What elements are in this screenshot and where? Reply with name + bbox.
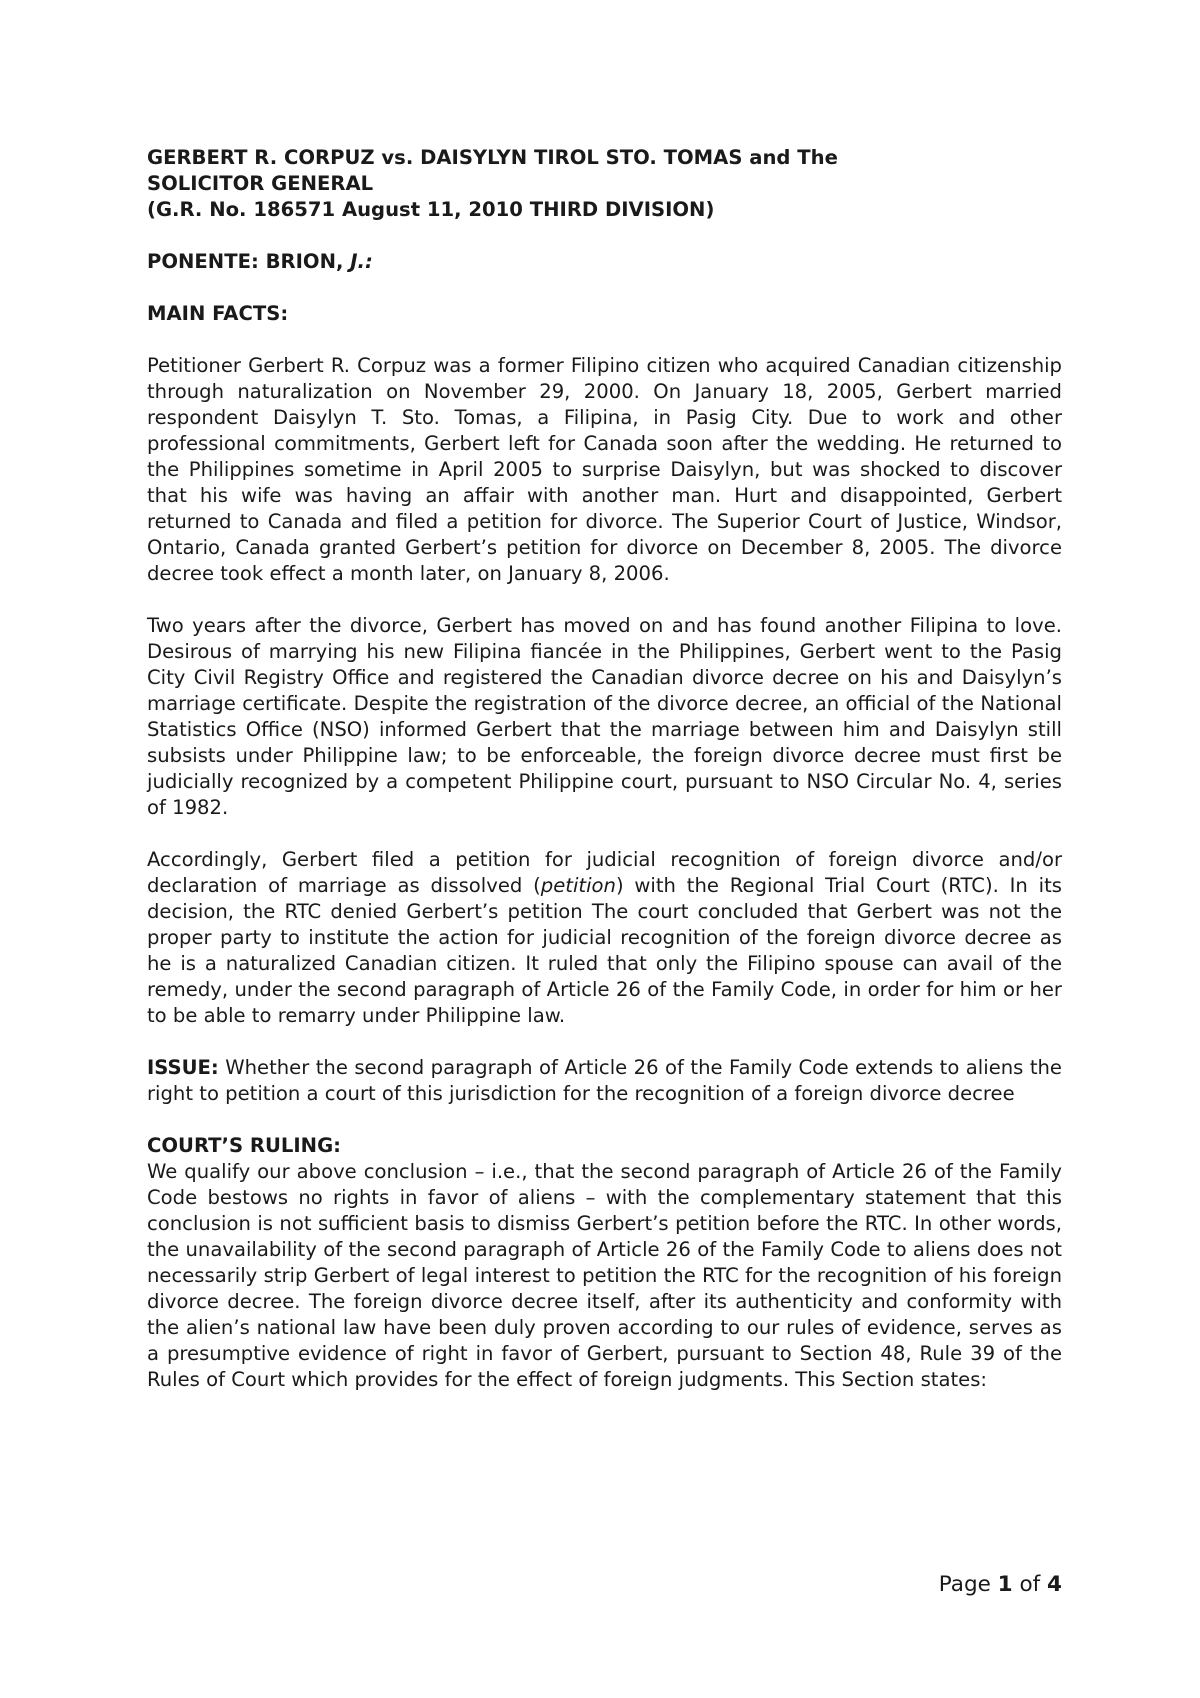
facts-paragraph-1: Petitioner Gerbert R. Corpuz was a former Filipino citizen who acquired Canadian citizenship through naturalization on November 29, 2000. On January 18, 2005, Gerbert married respondent Daisylyn T. Sto. Tomas, a Filipina, in Pasig City. Due to work and other professional commitments, Gerbert left for Canada soon after the wedding. He returned to the Philippines sometime in April 2005 to surprise Daisylyn, but was shocked to discover that his wife was having an affair with another man. Hurt and disappointed, Gerbert returned to Canada and filed a petition for divorce. The Superior Court of Justice, Windsor, Ontario, Canada granted Gerbert’s petition for divorce on December 8, 2005. The divorce decree took effect a month later, on January 8, 2006. [147,354,1062,585]
facts-paragraph-3-part-1: Accordingly, Gerbert filed a petition for judicial recognition of foreign divorce and/or declaration of marriage as dissolved ( [147,848,1062,897]
issue-paragraph [147,1055,1062,1107]
ponente-line [147,249,1062,275]
ruling-paragraph: We qualify our above conclusion – i.e., that the second paragraph of Article 26 of the Family Code bestows no rights in favor of aliens – with the complementary statement that this conclusion is not sufficient basis to dismiss Gerbert’s petition before the RTC. In other words, the unavailability of the second paragraph of Article 26 of the Family Code to aliens does not necessarily strip Gerbert of legal interest to petition the RTC for the recognition of his foreign divorce decree. The foreign divorce decree itself, after its authenticity and conformity with the alien’s national law have been duly proven according to our rules of evidence, serves as a presumptive evidence of right in favor of Gerbert, pursuant to Section 48, Rule 39 of the Rules of Court which provides for the effect of foreign judgments. This Section states: [147,1160,1062,1391]
ruling-heading: COURT’S RULING: [147,1134,341,1157]
page-number-footer [880,1571,1062,1599]
document-body [147,145,1062,1393]
issue-text: Whether the second paragraph of Article 26 of the Family Code extends to aliens the right to petition a court of this jurisdiction for the recognition of a foreign divorce decree [147,1056,1062,1105]
page-word: Page [938,1572,998,1597]
main-facts-heading: MAIN FACTS: [147,302,289,325]
case-title-line-1: GERBERT R. CORPUZ vs. DAISYLYN TIROL STO. TOMAS and The [147,146,838,169]
page-current: 1 [997,1572,1013,1597]
facts-paragraph-3-italic: petition [540,874,616,897]
of-word: of [1012,1572,1048,1597]
case-citation: (G.R. No. 186571 August 11, 2010 THIRD DIVISION) [147,198,715,221]
page-total: 4 [1047,1572,1062,1597]
facts-paragraph-3-part-2: ) with the Regional Trial Court (RTC). In its decision, the RTC denied Gerbert’s petition The court concluded that Gerbert was not the proper party to institute the action for judicial recognition of the foreign divorce decree as he is a naturalized Canadian citizen. It ruled that only the Filipino spouse can avail of the remedy, under the second paragraph of Article 26 of the Family Code, in order for him or her to be able to remarry under Philippine law. [147,874,1062,1027]
facts-paragraph-3 [147,847,1062,1029]
issue-label: ISSUE: [147,1056,219,1079]
case-title [147,145,1062,223]
ponente-label: PONENTE: BRION, [147,250,351,273]
case-title-line-2: SOLICITOR GENERAL [147,172,374,195]
ponente-suffix: J.: [350,250,373,273]
facts-paragraph-2: Two years after the divorce, Gerbert has moved on and has found another Filipina to love. Desirous of marrying his new Filipina fiancée in the Philippines, Gerbert went to the Pasig City Civil Registry Office and registered the Canadian divorce decree on his and Daisylyn’s marriage certificate. Despite the registration of the divorce decree, an official of the National Statistics Office (NSO) informed Gerbert that the marriage between him and Daisylyn still subsists under Philippine law; to be enforceable, the foreign divorce decree must first be judicially recognized by a competent Philippine court, pursuant to NSO Circular No. 4, series of 1982. [147,614,1062,819]
